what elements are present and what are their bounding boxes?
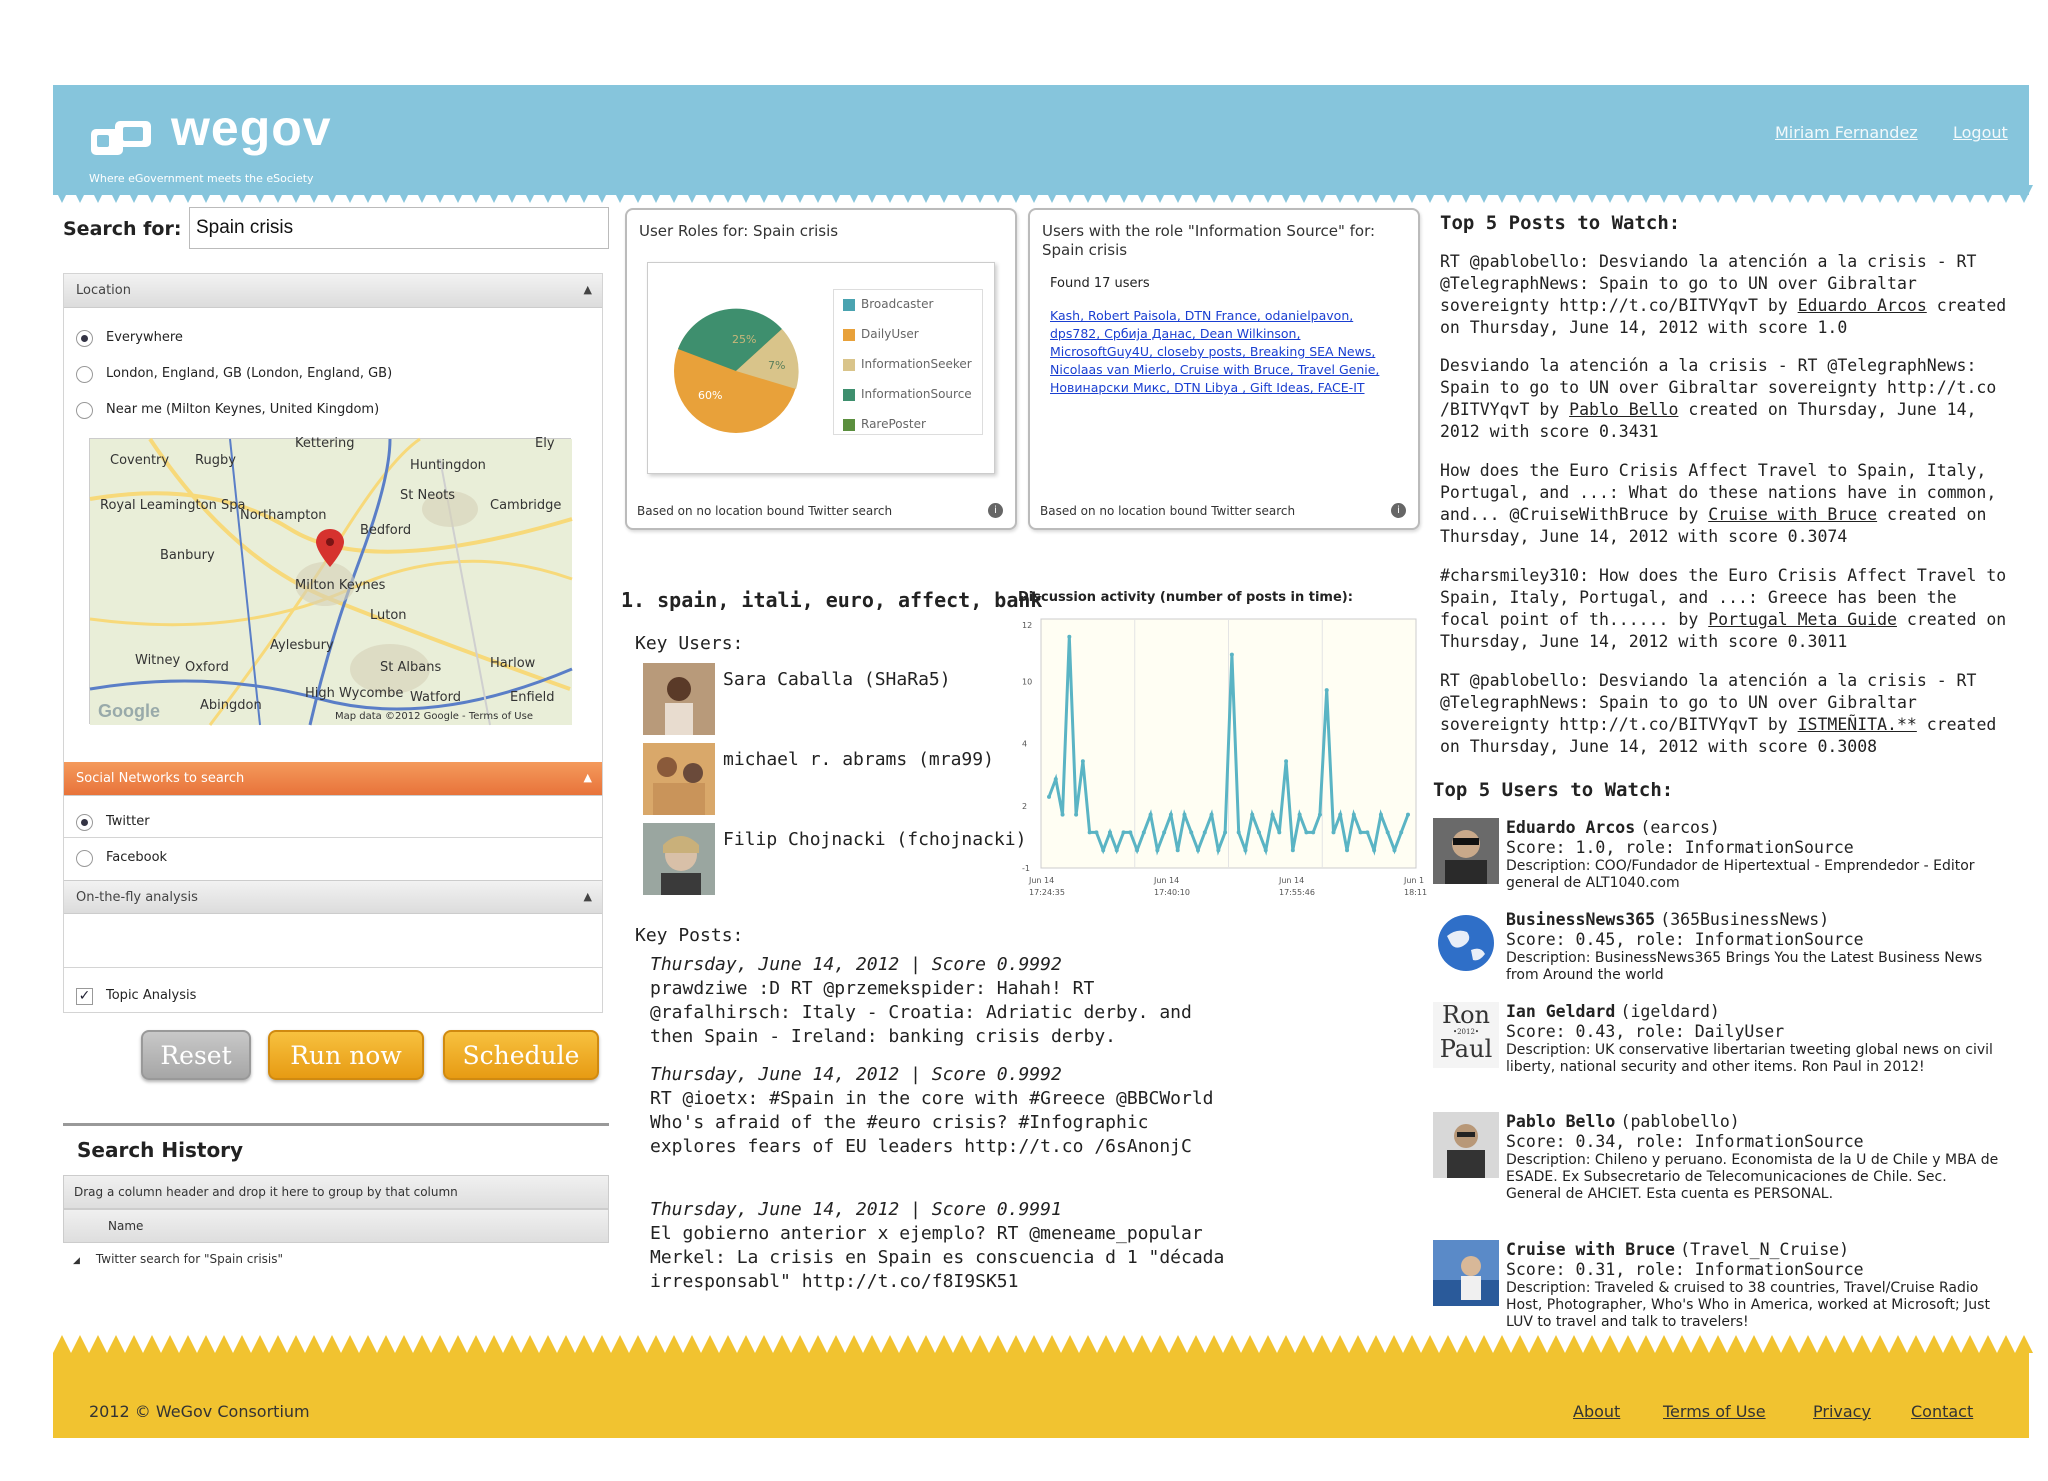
- user-name[interactable]: Ian Geldard: [1506, 1002, 1616, 1021]
- page: [53, 85, 2029, 1438]
- activity-point[interactable]: [1386, 830, 1390, 834]
- slice-label-infoseeker: 7%: [768, 359, 786, 372]
- radio-icon[interactable]: [76, 366, 93, 383]
- history-divider: [63, 1123, 609, 1126]
- brand-name: wegov: [171, 100, 332, 156]
- copyright: 2012 © WeGov Consortium: [89, 1402, 310, 1421]
- post-meta: Thursday, June 14, 2012 | Score 0.9992: [650, 954, 1062, 975]
- pie-svg: [666, 301, 806, 441]
- footer: [53, 1353, 2029, 1438]
- post-author-link[interactable]: Eduardo Arcos: [1797, 296, 1927, 315]
- information-source-card: [1028, 208, 1420, 530]
- activity-point[interactable]: [1291, 848, 1295, 852]
- map-label: Enfield: [510, 690, 555, 705]
- schedule-button[interactable]: Schedule: [443, 1030, 599, 1080]
- pie-chart: [647, 262, 995, 474]
- header: [53, 85, 2029, 195]
- top-user[interactable]: [1433, 1240, 2003, 1336]
- activity-point[interactable]: [1399, 830, 1403, 834]
- map-label: Abingdon: [200, 698, 262, 713]
- activity-point[interactable]: [1061, 813, 1065, 817]
- key-user-name[interactable]: michael r. abrams (mra99): [723, 749, 994, 770]
- information-source-title: Users with the role "Information Source" for: Spain crisis: [1042, 222, 1376, 259]
- user-handle: (pablobello): [1620, 1112, 1740, 1131]
- chart-x-tick: Jun 14 17:40:10: [1154, 876, 1190, 897]
- activity-point[interactable]: [1345, 848, 1349, 852]
- source-user-links[interactable]: Kash, Robert Paisola, DTN France, odanielpavon, dps782, Србија Данас, Dean Wilkinson, MicrosoftGuy4U, closeby posts, Breaking SEA News, Nicolaas van Mierlo, Cruise with Bruce, Travel Genie, Новинарски Микс, DTN Libya , Gift Ideas, FACE-IT: [1050, 308, 1380, 395]
- user-handle: (365BusinessNews): [1660, 910, 1830, 929]
- ron-paul-avatar[interactable]: Ron •2012• Paul: [1433, 1002, 1499, 1068]
- activity-point[interactable]: [1088, 830, 1092, 834]
- user-name[interactable]: Pablo Bello: [1506, 1112, 1616, 1131]
- activity-point[interactable]: [1257, 830, 1261, 834]
- activity-point[interactable]: [1243, 848, 1247, 852]
- network-option-twitter[interactable]: [64, 804, 602, 840]
- post-author-link[interactable]: Pablo Bello: [1569, 400, 1679, 419]
- chart-y-tick: 12: [1022, 621, 1033, 630]
- user-score: Score: 0.43, role: DailyUser: [1506, 1022, 1785, 1041]
- activity-point[interactable]: [1298, 813, 1302, 817]
- activity-point[interactable]: [1108, 830, 1112, 834]
- group-drop-area[interactable]: Drag a column header and drop it here to group by that column: [63, 1175, 609, 1209]
- roles-card-footer: Based on no location bound Twitter search: [637, 504, 893, 518]
- activity-point[interactable]: [1304, 830, 1308, 834]
- activity-point[interactable]: [1074, 813, 1078, 817]
- activity-point[interactable]: [1230, 653, 1234, 657]
- footer-link-contact[interactable]: Contact: [1911, 1402, 1974, 1421]
- map-label: Luton: [370, 608, 407, 623]
- activity-point[interactable]: [1365, 830, 1369, 834]
- logout-link[interactable]: Logout: [1953, 123, 2008, 142]
- user-handle: (Travel_N_Cruise): [1680, 1240, 1850, 1259]
- chart-y-tick: 2: [1022, 801, 1028, 811]
- top-post: RT @pablobello: Desviando la atención a la crisis - RT @TelegraphNews: Spain to go to UN over Gibraltar sovereignty http://t.co/BITVYqvT by ISTMEÑITA.** created on Thursday, June 14, 2012 with score 0.3008: [1440, 671, 1997, 756]
- post-text: prawdziwe :D RT @przemekspider: Hahah! RT @rafalhirsch: Italy - Croatia: Adriatic derby. and then Spain - Ireland: banking crisis derby.: [650, 978, 1192, 1047]
- user-score: Score: 0.31, role: InformationSource: [1506, 1260, 1864, 1279]
- map-label: Huntingdon: [410, 458, 486, 473]
- activity-point[interactable]: [1047, 795, 1051, 799]
- chat-bubbles-icon: [89, 119, 167, 161]
- post-author-link[interactable]: Cruise with Bruce: [1708, 505, 1878, 524]
- user-description: Description: BusinessNews365 Brings You the Latest Business News from Around the world: [1506, 950, 1983, 983]
- activity-point[interactable]: [1223, 830, 1227, 834]
- user-score: Score: 0.34, role: InformationSource: [1506, 1132, 1864, 1151]
- key-user-name[interactable]: Filip Chojnacki (fchojnacki): [723, 829, 1027, 850]
- top-user[interactable]: [1433, 910, 2003, 990]
- activity-point[interactable]: [1359, 830, 1363, 834]
- networks-panel-body: [63, 838, 603, 968]
- collapse-arrow-icon[interactable]: ▲: [583, 890, 592, 903]
- activity-point[interactable]: [1216, 848, 1220, 852]
- activity-point[interactable]: [1392, 848, 1396, 852]
- map-google-logo: Google: [98, 701, 160, 721]
- map-label: Harlow: [490, 656, 536, 671]
- map-label: St Neots: [400, 488, 456, 503]
- source-card-footer: Based on no location bound Twitter search: [1040, 504, 1296, 518]
- user-name[interactable]: Cruise with Bruce: [1506, 1240, 1675, 1259]
- activity-point[interactable]: [1284, 759, 1288, 763]
- map-credit: Map data ©2012 Google - Terms of Use: [335, 711, 533, 722]
- analysis-panel-title: On-the-fly analysis: [76, 890, 198, 905]
- map-label: Ely: [535, 436, 555, 451]
- activity-point[interactable]: [1237, 830, 1241, 834]
- post-author-link[interactable]: ISTMEÑITA.**: [1797, 715, 1917, 734]
- map-label: Coventry: [110, 453, 170, 468]
- activity-point[interactable]: [1250, 813, 1254, 817]
- chart-x-tick: Jun 14 17:55:46: [1279, 876, 1315, 897]
- post-text: RT @ioetx: #Spain in the core with #Greece @BBCWorld Who's afraid of the #euro crisis? #Infographic explores fears of EU leaders http://t.co /6sAnonjC: [650, 1088, 1214, 1157]
- slice-label-infosource: 25%: [732, 333, 757, 346]
- user-link[interactable]: Miriam Fernandez: [1775, 123, 1918, 142]
- search-input[interactable]: [189, 207, 609, 249]
- key-user-name[interactable]: Sara Caballa (SHaRa5): [723, 669, 951, 690]
- header-zigzag-border: [53, 185, 2029, 203]
- history-row-label: Twitter search for "Spain crisis": [95, 1252, 284, 1266]
- map-label: Rugby: [195, 453, 236, 468]
- user-avatar[interactable]: [643, 743, 715, 815]
- user-name[interactable]: BusinessNews365: [1506, 910, 1656, 929]
- analysis-panel-header[interactable]: [64, 880, 602, 914]
- activity-point[interactable]: [1338, 813, 1342, 817]
- tagline: Where eGovernment meets the eSociety: [89, 172, 314, 185]
- post-author-link[interactable]: Portugal Meta Guide: [1708, 610, 1897, 629]
- radio-icon[interactable]: [76, 850, 93, 867]
- networks-panel-header[interactable]: [64, 762, 602, 796]
- activity-point[interactable]: [1081, 759, 1085, 763]
- map-label: Northampton: [240, 508, 327, 523]
- reset-button[interactable]: Reset: [141, 1030, 251, 1080]
- chart-title: Discussion activity (number of posts in time):: [1018, 590, 1353, 605]
- chart-y-tick: 4: [1022, 739, 1028, 749]
- run-now-button[interactable]: Run now: [268, 1030, 424, 1080]
- top-user-info: [1506, 910, 2006, 984]
- activity-point[interactable]: [1182, 813, 1186, 817]
- activity-point[interactable]: [1331, 830, 1335, 834]
- activity-point[interactable]: [1325, 688, 1329, 692]
- location-map[interactable]: [89, 438, 571, 724]
- legend-infoseeker: InformationSeeker: [843, 357, 972, 371]
- key-users-label: Key Users:: [635, 633, 744, 654]
- footer-link-terms[interactable]: Terms of Use: [1663, 1402, 1766, 1421]
- user-avatar[interactable]: [643, 823, 715, 895]
- info-icon[interactable]: i: [1391, 503, 1406, 518]
- top-post: #charsmiley310: How does the Euro Crisis Affect Travel to Spain, Italy, Portugal, and ...: Greece has been the focal point of th...... by Portugal Meta Guide created on Thursday, June 14, 2012 with score 0.3011: [1440, 566, 2007, 651]
- footer-link-privacy[interactable]: Privacy: [1813, 1402, 1871, 1421]
- user-avatar[interactable]: [1433, 818, 1499, 884]
- top-posts-title: Top 5 Posts to Watch:: [1440, 212, 1681, 234]
- activity-point[interactable]: [1162, 830, 1166, 834]
- activity-point[interactable]: [1054, 777, 1058, 781]
- post-text: El gobierno anterior x ejemplo? RT @meneame_popular Merkel: La crisis en Spain es conscuencia d 1 "década irresponsabl" http://t.co/f8I9SK51: [650, 1223, 1225, 1292]
- activity-point[interactable]: [1101, 848, 1105, 852]
- slice-label-dailyuser: 60%: [698, 389, 723, 402]
- user-score: Score: 1.0, role: InformationSource: [1506, 838, 1854, 857]
- found-users-count: Found 17 users: [1050, 276, 1150, 291]
- topic-title: 1. spain, itali, euro, affect, bank: [621, 588, 1043, 612]
- location-option-everywhere[interactable]: [64, 320, 602, 356]
- activity-point[interactable]: [1203, 830, 1207, 834]
- user-name[interactable]: Eduardo Arcos: [1506, 818, 1636, 837]
- location-panel-header[interactable]: [64, 274, 602, 308]
- user-description: Description: COO/Fundador de Hipertextual - Emprendedor - Editor general de ALT1040.com: [1506, 858, 1975, 891]
- activity-point[interactable]: [1277, 830, 1281, 834]
- globe-avatar-icon[interactable]: [1433, 910, 1499, 976]
- map-label: Banbury: [160, 548, 215, 563]
- map-label: Bedford: [360, 523, 412, 538]
- option-label: Twitter: [106, 814, 150, 829]
- user-handle: (igeldard): [1620, 1002, 1720, 1021]
- map-label: High Wycombe: [305, 686, 404, 701]
- map-label: Oxford: [185, 660, 229, 675]
- map-label: Watford: [410, 690, 461, 705]
- network-option-facebook[interactable]: [64, 840, 602, 876]
- map-canvas[interactable]: [90, 436, 572, 725]
- map-label: Witney: [135, 653, 181, 668]
- location-option-near-me[interactable]: [64, 392, 602, 428]
- top-user-info: [1506, 1112, 2006, 1203]
- search-history-title: Search History: [77, 1138, 244, 1162]
- location-option-london[interactable]: [64, 356, 602, 392]
- chart-y-tick: 10: [1022, 677, 1033, 687]
- chart-x-tick: Jun 1 18:11: [1404, 876, 1428, 897]
- activity-point[interactable]: [1135, 848, 1139, 852]
- legend-dailyuser: DailyUser: [843, 327, 919, 341]
- activity-point[interactable]: [1318, 813, 1322, 817]
- option-label: Topic Analysis: [106, 988, 197, 1003]
- activity-point[interactable]: [1169, 813, 1173, 817]
- activity-point[interactable]: [1067, 635, 1071, 639]
- panel-bottom-border: [63, 1012, 603, 1013]
- map-label: Aylesbury: [270, 638, 334, 653]
- top-user-info: [1506, 818, 2006, 892]
- activity-point[interactable]: [1311, 830, 1315, 834]
- column-name: Name: [108, 1219, 144, 1233]
- top-user[interactable]: [1433, 1112, 2003, 1227]
- post-meta: Thursday, June 14, 2012 | Score 0.9992: [650, 1064, 1062, 1085]
- activity-point[interactable]: [1142, 830, 1146, 834]
- user-description: Description: Traveled & cruised to 38 countries, Travel/Cruise Radio Host, Photographer, Who's Who in America, worked at Microsoft; Just LUV to travel and talk to travelers!: [1506, 1280, 1990, 1330]
- radio-icon[interactable]: [76, 814, 93, 831]
- analysis-option-topic[interactable]: [64, 978, 602, 1014]
- activity-point[interactable]: [1122, 830, 1126, 834]
- user-roles-card: [625, 208, 1017, 530]
- history-row[interactable]: [63, 1243, 609, 1277]
- activity-point[interactable]: [1155, 848, 1159, 852]
- checkbox-checked-icon[interactable]: ✓: [76, 988, 93, 1005]
- activity-point[interactable]: [1406, 813, 1410, 817]
- top-post: RT @pablobello: Desviando la atención a la crisis - RT @TelegraphNews: Spain to go to UN over Gibraltar sovereignty http://t.co/BITVYqvT by Eduardo Arcos created on Thursday, June 14, 2012 with score 1.0: [1440, 252, 2007, 337]
- activity-point[interactable]: [1196, 848, 1200, 852]
- key-post: [650, 953, 1240, 1049]
- legend-rareposter: RarePoster: [843, 417, 926, 431]
- map-label: Cambridge: [490, 498, 562, 513]
- footer-link-about[interactable]: About: [1573, 1402, 1621, 1421]
- legend-broadcaster: Broadcaster: [843, 297, 933, 311]
- activity-point[interactable]: [1094, 830, 1098, 834]
- row-expand-icon[interactable]: ◢: [73, 1256, 80, 1266]
- user-avatar[interactable]: [1433, 1112, 1499, 1178]
- user-description: Description: UK conservative libertarian tweeting global news on civil liberty, national security and other items. Ron Paul in 2012!: [1506, 1042, 1993, 1075]
- activity-point[interactable]: [1372, 848, 1376, 852]
- activity-point[interactable]: [1115, 848, 1119, 852]
- user-avatar[interactable]: [1433, 1240, 1499, 1306]
- option-label: Everywhere: [106, 330, 183, 345]
- activity-point[interactable]: [1352, 813, 1356, 817]
- key-post: [650, 1063, 1240, 1159]
- radio-icon[interactable]: [76, 402, 93, 419]
- activity-point[interactable]: [1379, 813, 1383, 817]
- post-meta: Thursday, June 14, 2012 | Score 0.9991: [650, 1199, 1062, 1220]
- activity-point[interactable]: [1210, 813, 1214, 817]
- user-score: Score: 0.45, role: InformationSource: [1506, 930, 1864, 949]
- option-label: London, England, GB (London, England, GB): [106, 366, 393, 381]
- option-label: Near me (Milton Keynes, United Kingdom): [106, 402, 380, 417]
- location-panel-title: Location: [76, 283, 131, 298]
- info-icon[interactable]: i: [988, 503, 1003, 518]
- chart-y-tick: -1: [1022, 864, 1030, 873]
- networks-panel-title: Social Networks to search: [76, 771, 245, 786]
- activity-point[interactable]: [1149, 813, 1153, 817]
- top-post: Desviando la atención a la crisis - RT @TelegraphNews: Spain to go to UN over Gibraltar sovereignty http://t.co /BITVYqvT by Pablo Bello created on Thursday, June 14, 2012 with score 0.3431: [1440, 356, 1997, 441]
- top-user-info: [1506, 1240, 2006, 1331]
- map-label: St Albans: [380, 660, 442, 675]
- radio-icon[interactable]: [76, 330, 93, 347]
- top-post: How does the Euro Crisis Affect Travel to Spain, Italy, Portugal, and ...: What do these nations have in common, and... @CruiseWithBruce by Cruise with Bruce created on Thursday, June 14, 2012 with score 0.3074: [1440, 461, 1997, 546]
- user-avatar[interactable]: [643, 663, 715, 735]
- chart-x-tick: Jun 14 17:24:35: [1029, 876, 1065, 897]
- map-label: Milton Keynes: [295, 578, 386, 593]
- footer-zigzag-border: [53, 1335, 2029, 1353]
- map-label: Royal Leamington Spa: [100, 498, 246, 513]
- activity-point[interactable]: [1264, 848, 1268, 852]
- user-roles-title: User Roles for: Spain crisis: [639, 222, 839, 240]
- search-label: Search for:: [63, 218, 182, 240]
- user-handle: (earcos): [1640, 818, 1720, 837]
- map-label: Kettering: [295, 436, 355, 451]
- legend-infosource: InformationSource: [843, 387, 972, 401]
- history-column-header[interactable]: [63, 1209, 609, 1243]
- option-label: Facebook: [106, 850, 168, 865]
- activity-point[interactable]: [1189, 830, 1193, 834]
- top-user[interactable]: [1433, 818, 2003, 898]
- activity-point[interactable]: [1128, 830, 1132, 834]
- collapse-arrow-icon[interactable]: ▲: [583, 771, 592, 784]
- key-posts-label: Key Posts:: [635, 925, 744, 946]
- top-users-title: Top 5 Users to Watch:: [1433, 779, 1674, 801]
- top-user-info: [1506, 1002, 2006, 1076]
- top-user[interactable]: [1433, 1002, 2003, 1102]
- key-post: [650, 1198, 1240, 1294]
- collapse-arrow-icon[interactable]: ▲: [583, 283, 592, 296]
- activity-point[interactable]: [1176, 848, 1180, 852]
- activity-point[interactable]: [1271, 813, 1275, 817]
- user-description: Description: Chileno y peruano. Economista de la U de Chile y MBA de ESADE. Ex Subsecretario de Telecomunicaciones de Chile. Sec. General de AHCIET. Esta cuenta es PERSONAL.: [1506, 1152, 1999, 1202]
- discussion-activity-chart: [1018, 613, 1428, 905]
